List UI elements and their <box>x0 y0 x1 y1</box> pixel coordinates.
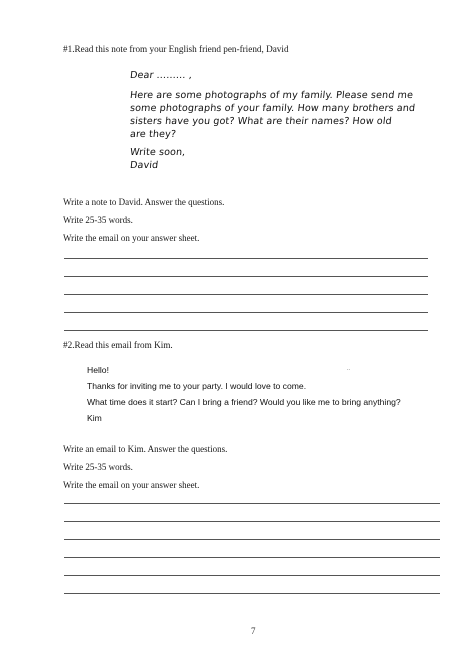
answer-line[interactable] <box>64 575 440 576</box>
note-line: some photographs of your family. How many brothers and <box>129 103 416 114</box>
note-line: Here are some photographs of my family. Please send me <box>129 90 414 101</box>
david-note <box>130 69 430 172</box>
answer-line[interactable] <box>64 521 440 522</box>
answer-line[interactable] <box>64 503 440 504</box>
email-signature: Kim <box>87 413 102 423</box>
note-signature: David <box>129 160 159 171</box>
answer-line[interactable] <box>64 539 440 540</box>
answer-line[interactable] <box>64 276 428 277</box>
email-line: Thanks for inviting me to your party. I would love to come. <box>87 381 307 391</box>
task2-instruction: Write the email on your answer sheet. <box>63 480 200 490</box>
note-line: are they? <box>129 129 177 140</box>
page-number: 7 <box>251 626 256 636</box>
email-line: What time does it start? Can I bring a friend? Would you like me to bring anything? <box>87 397 401 407</box>
task1-instruction: Write the email on your answer sheet. <box>63 233 200 243</box>
answer-line[interactable] <box>64 294 428 295</box>
task2-instruction: Write 25-35 words. <box>63 462 133 472</box>
task2-instruction: Write an email to Kim. Answer the questions. <box>63 444 228 454</box>
answer-line[interactable] <box>64 258 428 259</box>
task1-instruction: Write 25-35 words. <box>63 215 133 225</box>
task1-heading: #1.Read this note from your English friend pen-friend, David <box>63 44 289 54</box>
note-line: sisters have you got? What are their names? How old <box>129 116 393 127</box>
note-greeting: Dear ……… , <box>129 70 193 81</box>
answer-line[interactable] <box>64 312 428 313</box>
task1-instruction: Write a note to David. Answer the questions. <box>63 197 225 207</box>
task2-heading: #2.Read this email from Kim. <box>63 340 173 350</box>
note-closing: Write soon, <box>129 147 186 158</box>
answer-line[interactable] <box>64 330 428 331</box>
answer-line[interactable] <box>64 593 440 594</box>
email-greeting: Hello! <box>87 365 109 375</box>
answer-line[interactable] <box>64 557 440 558</box>
kim-email <box>87 365 457 423</box>
scan-speck: .. <box>347 366 350 372</box>
